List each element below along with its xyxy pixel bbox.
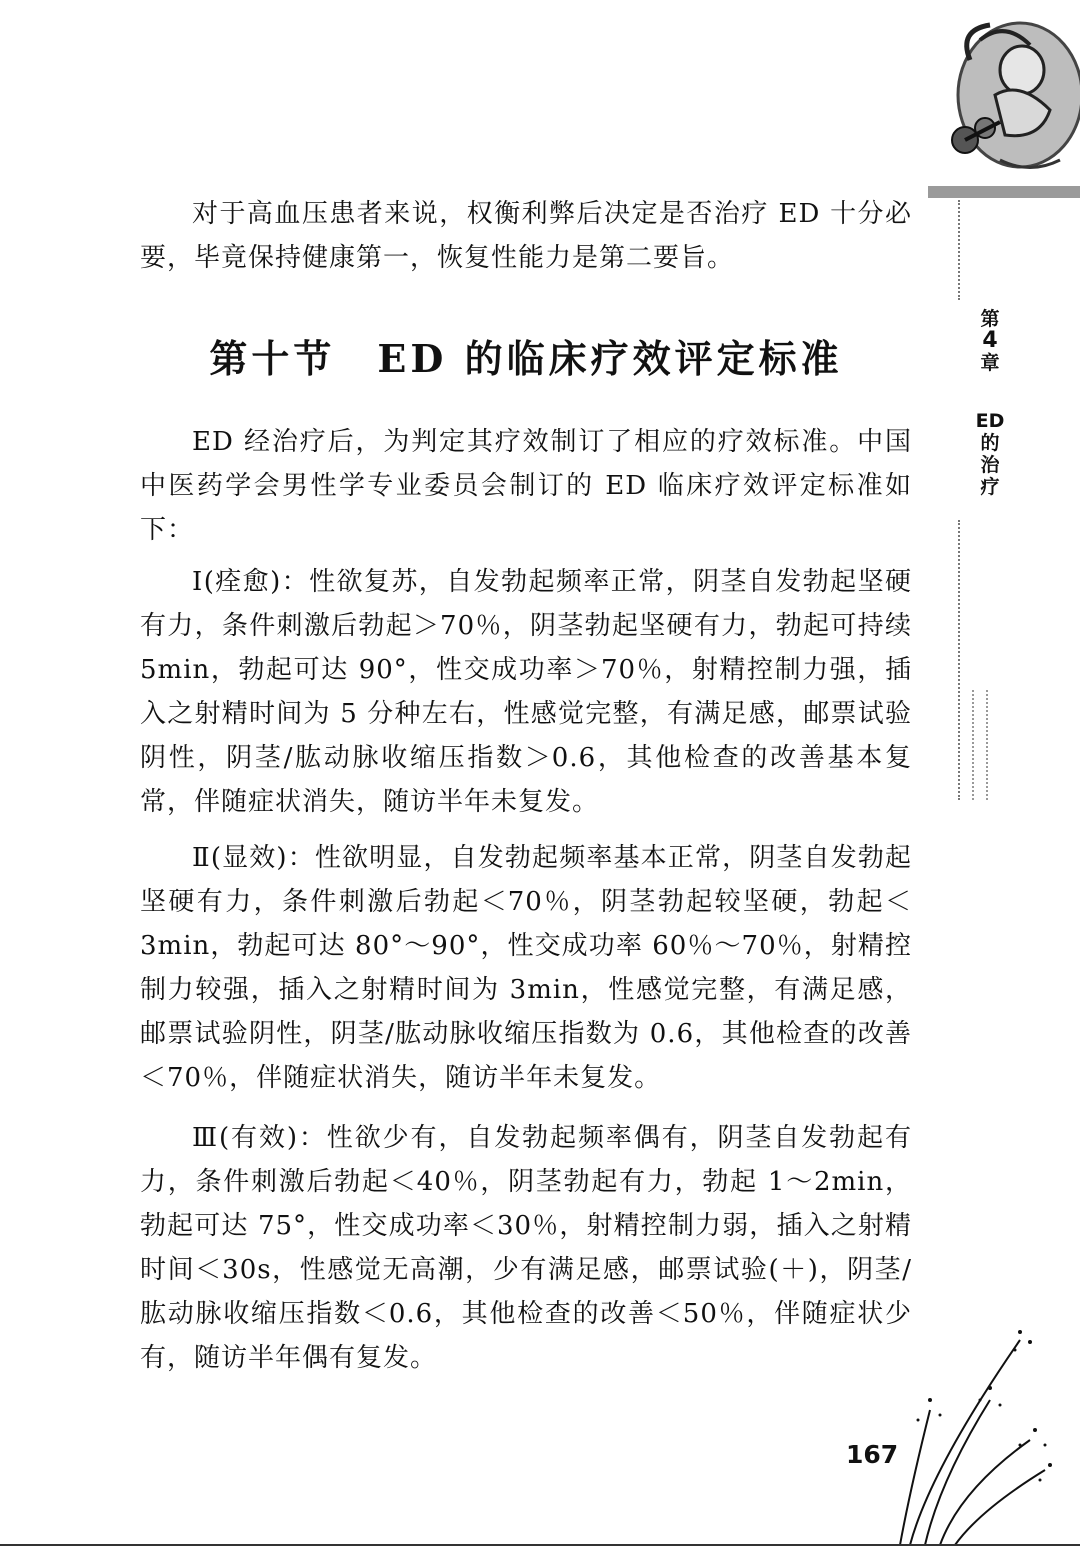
intro-paragraph: 对于高血压患者来说，权衡利弊后决定是否治疗 ED 十分必要，毕竟保持健康第一，恢复性能力是第二要旨。 (140, 199, 912, 273)
margin-rule (986, 690, 988, 800)
criteria-grade-2: Ⅱ(显效)：性欲明显，自发勃起频率基本正常，阴茎自发勃起坚硬有力，条件刺激后勃起＜70％，阴茎勃起较坚硬，勃起＜3min，勃起可达 80°～90°，性交成功率 60％～70％，射精控制力较强，插入之射精时间为 3min，性感觉完整，有满足感，邮票试验阴性，阴茎/肱动脉收缩压指数为 0.6，其他检查的改善＜70％，伴随症状消失，随访半年未复发。 (140, 843, 912, 1093)
section-title: ED 的临床疗效评定标准 (377, 336, 843, 381)
chapter-number: 4 (982, 328, 998, 353)
chapter-tab (974, 308, 1006, 374)
section-number: 第十节 (209, 336, 336, 381)
topic-char: 疗 (980, 476, 1000, 498)
margin-rule (958, 520, 960, 800)
topic-tab (974, 410, 1006, 498)
topic-char: ED (975, 410, 1005, 432)
chapter-suffix: 章 (980, 352, 1000, 374)
criteria-grade-1: Ⅰ(痊愈)：性欲复苏，自发勃起频率正常，阴茎自发勃起坚硬有力，条件刺激后勃起＞70％，阴茎勃起坚硬有力，勃起可持续 5min，勃起可达 90°，性交成功率＞70％，射精控制力强，插入之射精时间为 5 分种左右，性感觉完整，有满足感，邮票试验阴性，阴茎/肱动脉收缩压指数＞0.6，其他检查的改善基本复常，伴随症状消失，随访半年未复发。 (140, 567, 912, 817)
margin-rule (972, 690, 974, 800)
body-paragraph: ED 经治疗后，为判定其疗效制订了相应的疗效标准。中国中医药学会男性学专业委员会制订的 ED 临床疗效评定标准如下： (140, 427, 912, 545)
topic-char: 治 (980, 454, 1000, 476)
header-band (928, 186, 1080, 198)
chapter-prefix: 第 (980, 308, 1000, 330)
criteria-grade-3: Ⅲ(有效)：性欲少有，自发勃起频率偶有，阴茎自发勃起有力，条件刺激后勃起＜40％，阴茎勃起有力，勃起 1～2min，勃起可达 75°，性交成功率＜30％，射精控制力弱，插入之射精时间＜30s，性感觉无高潮，少有满足感，邮票试验(＋)，阴茎/肱动脉收缩压指数＜0.6，其他检查的改善＜50％，伴随症状少有，随访半年偶有复发。 (140, 1123, 912, 1373)
grass-sparkle-decoration (870, 1320, 1070, 1550)
topic-char: 的 (980, 432, 1000, 454)
bodybuilder-illustration (910, 0, 1080, 200)
section-heading (140, 328, 912, 383)
bottom-rule (0, 1544, 1080, 1546)
margin-rule (958, 200, 960, 300)
page-number: 167 (846, 1440, 899, 1469)
